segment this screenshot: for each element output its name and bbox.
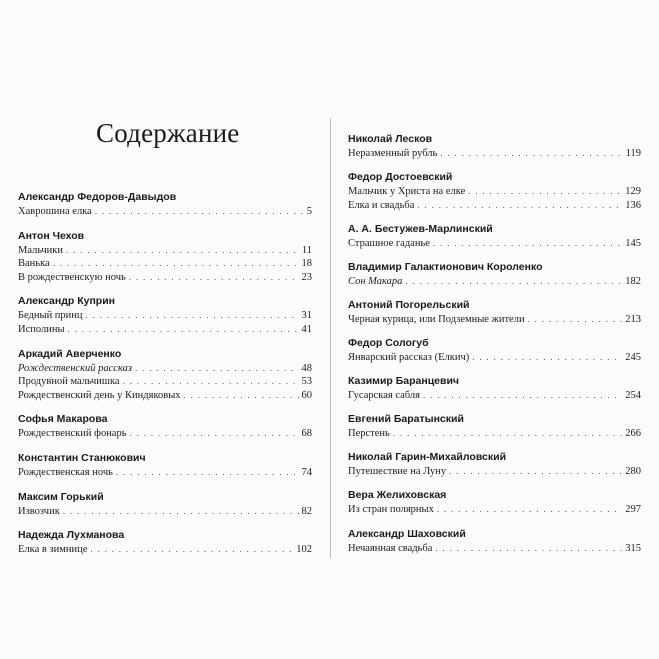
entry-title: В рождественскую ночь <box>18 271 126 283</box>
toc-entry[interactable] <box>348 465 641 479</box>
toc-entry[interactable] <box>18 362 312 376</box>
entry-list <box>18 309 312 336</box>
entry-page-number: 18 <box>301 258 312 270</box>
toc-section <box>348 299 641 327</box>
entry-page-number: 129 <box>625 186 641 198</box>
dot-leader <box>68 323 299 336</box>
entry-list <box>18 543 312 557</box>
section-author: Софья Макарова <box>18 413 108 426</box>
entry-list <box>18 362 312 403</box>
dot-leader <box>449 465 622 478</box>
toc-entry[interactable] <box>348 185 641 199</box>
dot-leader <box>393 427 622 440</box>
entry-title: Рождественский день у Киндяковых <box>18 389 181 401</box>
toc-entry[interactable] <box>348 237 641 251</box>
dot-leader <box>184 389 299 402</box>
toc-section <box>348 451 641 479</box>
toc-section <box>18 452 312 480</box>
entry-page-number: 23 <box>301 271 312 283</box>
entry-list <box>348 427 641 441</box>
section-author: Николай Лесков <box>348 133 433 145</box>
toc-entry[interactable] <box>348 503 641 517</box>
section-author: Александр Куприн <box>18 295 116 308</box>
entry-page-number: 5 <box>306 206 312 217</box>
section-author: Федор Достоевский <box>348 171 453 184</box>
toc-entry[interactable] <box>18 205 312 219</box>
entry-list <box>18 244 312 285</box>
dot-leader <box>53 257 299 270</box>
section-author: Максим Горький <box>18 490 104 503</box>
toc-entry[interactable] <box>348 147 641 161</box>
entry-list <box>348 389 641 403</box>
dot-leader <box>135 362 299 375</box>
entry-list <box>348 313 641 327</box>
toc-entry[interactable] <box>348 389 641 403</box>
toc-entry[interactable] <box>348 351 641 365</box>
dot-leader <box>440 147 622 160</box>
column-divider <box>330 118 331 558</box>
entry-page-number: 182 <box>625 275 641 287</box>
entry-page-number: 254 <box>625 390 641 402</box>
entry-page-number: 102 <box>296 544 312 556</box>
toc-entry[interactable] <box>348 199 641 213</box>
toc-entry[interactable] <box>348 313 641 327</box>
toc-entry[interactable] <box>18 427 312 441</box>
toc-section <box>18 230 312 285</box>
toc-entry[interactable] <box>18 543 312 557</box>
entry-list <box>348 542 641 556</box>
toc-entry[interactable] <box>18 375 312 389</box>
section-author: Вера Желиховская <box>348 489 447 502</box>
dot-leader <box>437 503 622 516</box>
entry-page-number: 11 <box>301 244 312 256</box>
section-author: Антоний Погорельский <box>348 298 470 311</box>
section-author: Владимир Галактионович Короленко <box>348 260 543 273</box>
entry-list <box>348 147 641 161</box>
dot-leader <box>435 542 622 555</box>
entry-page-number: 280 <box>625 466 641 478</box>
entry-page-number: 245 <box>625 352 641 364</box>
entry-list <box>348 237 641 251</box>
entry-page-number: 145 <box>625 237 641 249</box>
toc-section <box>348 337 641 365</box>
toc-entry[interactable] <box>18 244 312 258</box>
entry-list <box>18 466 312 480</box>
toc-section <box>18 295 312 336</box>
toc-section <box>348 489 641 517</box>
entry-list <box>18 427 312 441</box>
dot-leader <box>423 389 622 402</box>
entry-title: Елка и свадьба <box>348 199 415 211</box>
entry-title: Мальчики <box>18 244 63 256</box>
toc-entry[interactable] <box>348 275 641 289</box>
entry-title: Рождественская ночь <box>18 466 113 478</box>
section-author: Аркадий Аверченко <box>18 347 122 360</box>
toc-section <box>18 348 312 403</box>
toc-entry[interactable] <box>348 542 641 556</box>
entry-list <box>348 465 641 479</box>
entry-page-number: 48 <box>301 362 312 374</box>
dot-leader <box>468 185 622 198</box>
toc-entry[interactable] <box>18 309 312 323</box>
toc-section <box>348 133 641 161</box>
dot-leader <box>472 351 622 364</box>
entry-page-number: 41 <box>301 323 312 335</box>
dot-leader <box>433 237 622 250</box>
dot-leader <box>528 313 623 326</box>
toc-section <box>18 413 312 441</box>
entry-page-number: 31 <box>301 310 312 322</box>
entry-page-number: 53 <box>301 376 312 388</box>
entry-page-number: 119 <box>625 148 641 159</box>
entry-page-number: 315 <box>625 542 641 554</box>
entry-title: Исполины <box>18 323 65 335</box>
toc-section <box>348 413 641 441</box>
dot-leader <box>405 275 622 288</box>
entry-title: Продувной мальчишка <box>18 376 120 388</box>
dot-leader <box>417 199 622 212</box>
entry-page-number: 266 <box>625 428 641 440</box>
toc-entry[interactable] <box>18 505 312 519</box>
entry-title: Черная курица, или Подземные жители <box>348 313 525 325</box>
section-author: Федор Сологуб <box>348 337 429 350</box>
toc-left-column <box>18 191 312 557</box>
entry-list <box>18 505 312 519</box>
toc-entry[interactable] <box>18 257 312 271</box>
entry-page-number: 136 <box>625 199 641 211</box>
entry-title: Неразменный рубль <box>348 148 438 159</box>
entry-title: Нечаянная свадьба <box>348 542 433 554</box>
dot-leader <box>116 466 299 479</box>
entry-title: Елка в зимнице <box>18 544 88 556</box>
toc-section <box>348 171 641 212</box>
entry-title: Страшное гаданье <box>348 237 430 249</box>
entry-title: Рождественский рассказ <box>18 362 132 374</box>
entry-title: Рождественский фонарь <box>18 428 127 440</box>
section-author: Антон Чехов <box>18 229 85 242</box>
entry-title: Гусарская сабля <box>348 390 420 402</box>
toc-entry[interactable] <box>18 466 312 480</box>
toc-entry[interactable] <box>18 323 312 337</box>
dot-leader <box>66 244 299 257</box>
entry-page-number: 297 <box>625 504 641 516</box>
section-author: А. А. Бестужев-Марлинский <box>348 222 493 235</box>
section-author: Надежда Лухманова <box>18 529 125 542</box>
entry-page-number: 213 <box>625 313 641 325</box>
entry-list <box>348 503 641 517</box>
toc-section <box>348 528 641 556</box>
section-author: Казимир Баранцевич <box>348 375 460 388</box>
entry-title: Перстень <box>348 428 390 440</box>
section-author: Александр Шаховский <box>348 527 466 540</box>
dot-leader <box>86 309 299 322</box>
entry-title: Извозчик <box>18 505 60 517</box>
section-author: Константин Станюкович <box>18 451 146 464</box>
toc-section <box>348 375 641 403</box>
section-author: Евгений Баратынский <box>348 413 464 426</box>
entry-title: Из стран полярных <box>348 504 434 516</box>
entry-list <box>348 185 641 212</box>
toc-right-column <box>348 133 641 555</box>
dot-leader <box>95 205 304 218</box>
dot-leader <box>123 375 299 388</box>
toc-section <box>18 529 312 557</box>
toc-section <box>18 191 312 219</box>
section-author: Александр Федоров-Давыдов <box>18 191 177 203</box>
toc-entry[interactable] <box>348 427 641 441</box>
entry-title: Ванька <box>18 258 50 270</box>
entry-page-number: 60 <box>301 389 312 401</box>
entry-page-number: 82 <box>301 505 312 517</box>
toc-section <box>348 261 641 289</box>
dot-leader <box>129 271 299 284</box>
entry-title: Бедный принц <box>18 310 83 322</box>
entry-list <box>348 275 641 289</box>
toc-section <box>348 223 641 251</box>
dot-leader <box>63 505 299 518</box>
entry-title: Путешествие на Луну <box>348 466 447 478</box>
section-author: Николай Гарин-Михайловский <box>348 451 507 464</box>
toc-entry[interactable] <box>18 271 312 285</box>
dot-leader <box>130 427 299 440</box>
entry-list <box>18 205 312 219</box>
toc-section <box>18 491 312 519</box>
entry-title: Мальчик у Христа на елке <box>348 186 466 198</box>
entry-page-number: 68 <box>301 428 312 440</box>
entry-list <box>348 351 641 365</box>
page-title: Содержание <box>96 118 240 148</box>
toc-entry[interactable] <box>18 389 312 403</box>
entry-title: Январский рассказ (Елкич) <box>348 352 470 364</box>
entry-page-number: 74 <box>301 466 312 478</box>
entry-title: Хаврошина елка <box>18 206 92 217</box>
entry-title: Сон Макара <box>348 275 403 287</box>
dot-leader <box>90 543 293 556</box>
